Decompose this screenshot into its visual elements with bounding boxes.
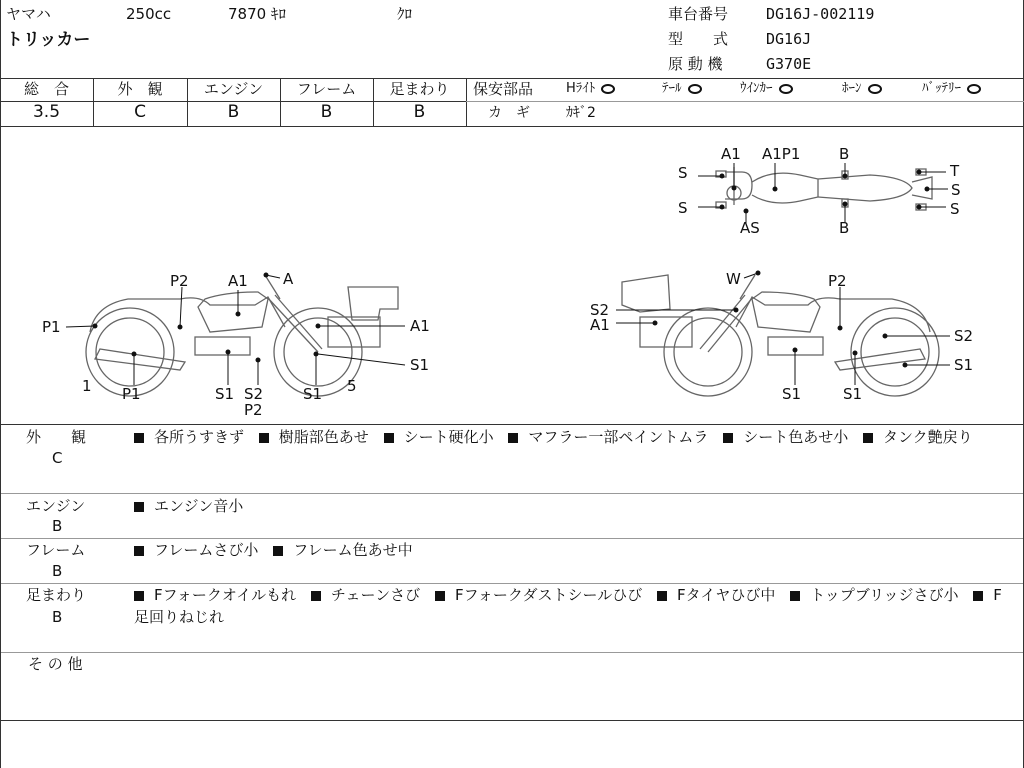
divider <box>0 424 1024 425</box>
frame-grade-label: フレーム <box>296 80 357 98</box>
suspension-notes-label: 足まわり <box>26 586 87 604</box>
key-label: カ ギ <box>488 105 530 121</box>
engine-model-label: 原 動 機 <box>668 55 723 73</box>
bullet-square-icon <box>973 591 983 601</box>
bullet-square-icon <box>508 433 518 443</box>
divider <box>0 493 1024 494</box>
note-item: 各所うすきず <box>134 428 244 446</box>
diagram-label: A <box>283 270 294 288</box>
divider <box>0 652 1024 653</box>
maker: ヤマハ <box>6 5 51 23</box>
note-item: フレームさび小 <box>134 541 258 559</box>
divider <box>0 78 1024 79</box>
frame-grade-value: B <box>320 102 333 122</box>
diagram-label: B <box>839 145 850 163</box>
engine-notes <box>134 495 1014 517</box>
diagram-label: 1 <box>82 377 92 395</box>
note-item: タンク艶戻り <box>863 428 973 446</box>
diagram-label: S <box>951 181 961 199</box>
note-item: F足回りねじれ <box>134 586 1002 626</box>
suspension-grade-label: 足まわり <box>389 80 450 98</box>
damage-diagram <box>0 127 1024 423</box>
frame-notes-grade: B <box>52 562 63 580</box>
suspension-grade-value: B <box>413 102 426 122</box>
mileage: 7870 ｷﾛ <box>228 5 286 23</box>
suspension-notes <box>134 584 1014 628</box>
bullet-square-icon <box>723 433 733 443</box>
note-item: シート色あせ小 <box>723 428 848 446</box>
ok-circle-icon <box>779 84 793 94</box>
diagram-label: P1 <box>42 318 61 336</box>
divider <box>466 78 467 126</box>
note-item: 樹脂部色あせ <box>259 428 369 446</box>
model-name: トリッカー <box>6 30 91 50</box>
diagram-label: W <box>726 270 741 288</box>
diagram-label: P1 <box>122 385 141 403</box>
note-item: Fフォークオイルもれ <box>134 586 296 604</box>
diagram-label: S1 <box>303 385 323 403</box>
diagram-label: S2 <box>954 327 974 345</box>
engine-model-value: G370E <box>766 55 812 73</box>
diagram-label: S2 <box>244 385 264 403</box>
bullet-square-icon <box>134 433 144 443</box>
engine-notes-grade: B <box>52 517 63 535</box>
diagram-label: T <box>950 162 960 180</box>
bullet-square-icon <box>134 502 144 512</box>
exterior-notes-label: 外 観 <box>26 428 87 446</box>
type-label: 型 式 <box>668 30 729 48</box>
diagram-label: S <box>950 200 960 218</box>
safety-title: 保安部品 <box>473 80 534 98</box>
bullet-square-icon <box>134 591 144 601</box>
chassis-value: DG16J-002119 <box>766 5 875 23</box>
bullet-square-icon <box>134 546 144 556</box>
bullet-square-icon <box>863 433 873 443</box>
overall-label: 総 合 <box>23 80 69 98</box>
note-item: Fタイヤひび中 <box>657 586 775 604</box>
bullet-square-icon <box>435 591 445 601</box>
bullet-square-icon <box>657 591 667 601</box>
ok-circle-icon <box>688 84 702 94</box>
exterior-value: C <box>134 102 146 122</box>
diagram-label: P2 <box>828 272 847 290</box>
frame-notes <box>134 539 1014 561</box>
ok-circle-icon <box>967 84 981 94</box>
bullet-square-icon <box>384 433 394 443</box>
safety-item: ｳｲﾝｶｰ <box>740 82 793 95</box>
note-item: エンジン音小 <box>134 497 243 515</box>
chassis-label: 車台番号 <box>668 5 729 23</box>
frame-notes-label: フレーム <box>26 541 86 559</box>
diagram-label: P2 <box>244 401 263 419</box>
diagram-label: S <box>678 164 688 182</box>
note-item: チェーンさび <box>311 586 420 604</box>
diagram-label: S2 <box>590 301 610 319</box>
diagram-label: A1P1 <box>762 145 801 163</box>
diagram-label: S <box>678 199 688 217</box>
safety-item: Hﾗｲﾄ <box>566 82 615 95</box>
diagram-label: A1 <box>721 145 741 163</box>
diagram-label: S1 <box>410 356 430 374</box>
divider <box>0 720 1024 721</box>
safety-item: ﾎｰﾝ <box>842 82 882 95</box>
suspension-notes-grade: B <box>52 608 63 626</box>
note-item: マフラー一部ペイントムラ <box>508 428 708 446</box>
diagram-label: A1 <box>590 316 610 334</box>
key-value: ｶｷﾞ2 <box>566 105 596 121</box>
diagram-label: P2 <box>170 272 189 290</box>
safety-item: ﾃｰﾙ <box>662 82 702 95</box>
diagram-label: A1 <box>410 317 430 335</box>
ok-circle-icon <box>868 84 882 94</box>
overall-value: 3.5 <box>32 102 61 122</box>
safety-item: ﾊﾞｯﾃﾘｰ <box>922 82 981 95</box>
top-view-motorcycle-icon <box>716 167 932 210</box>
type-value: DG16J <box>766 30 812 48</box>
ok-circle-icon <box>601 84 615 94</box>
bullet-square-icon <box>790 591 800 601</box>
note-item: Fフォークダストシールひび <box>435 586 642 604</box>
divider <box>466 101 1024 102</box>
exterior-notes-grade: C <box>52 449 63 467</box>
engine-grade-value: B <box>227 102 240 122</box>
note-item: シート硬化小 <box>384 428 494 446</box>
diagram-label: AS <box>740 219 760 237</box>
bullet-square-icon <box>259 433 269 443</box>
diagram-label: S1 <box>215 385 235 403</box>
other-notes-label: そ の 他 <box>28 655 83 673</box>
diagram-label: 5 <box>347 377 357 395</box>
diagram-label: S1 <box>843 385 863 403</box>
engine-notes-label: エンジン <box>26 497 86 515</box>
bullet-square-icon <box>273 546 283 556</box>
diagram-label: S1 <box>782 385 802 403</box>
displacement: 250cc <box>126 5 172 23</box>
exterior-label: 外 観 <box>117 80 163 98</box>
diagram-label: A1 <box>228 272 248 290</box>
color: ｸﾛ <box>397 5 413 23</box>
engine-grade-label: エンジン <box>203 80 264 98</box>
diagram-label: B <box>839 219 850 237</box>
bullet-square-icon <box>311 591 321 601</box>
exterior-notes <box>134 426 1014 448</box>
note-item: フレーム色あせ中 <box>273 541 412 559</box>
note-item: トップブリッジさび小 <box>790 586 958 604</box>
diagram-label: S1 <box>954 356 974 374</box>
